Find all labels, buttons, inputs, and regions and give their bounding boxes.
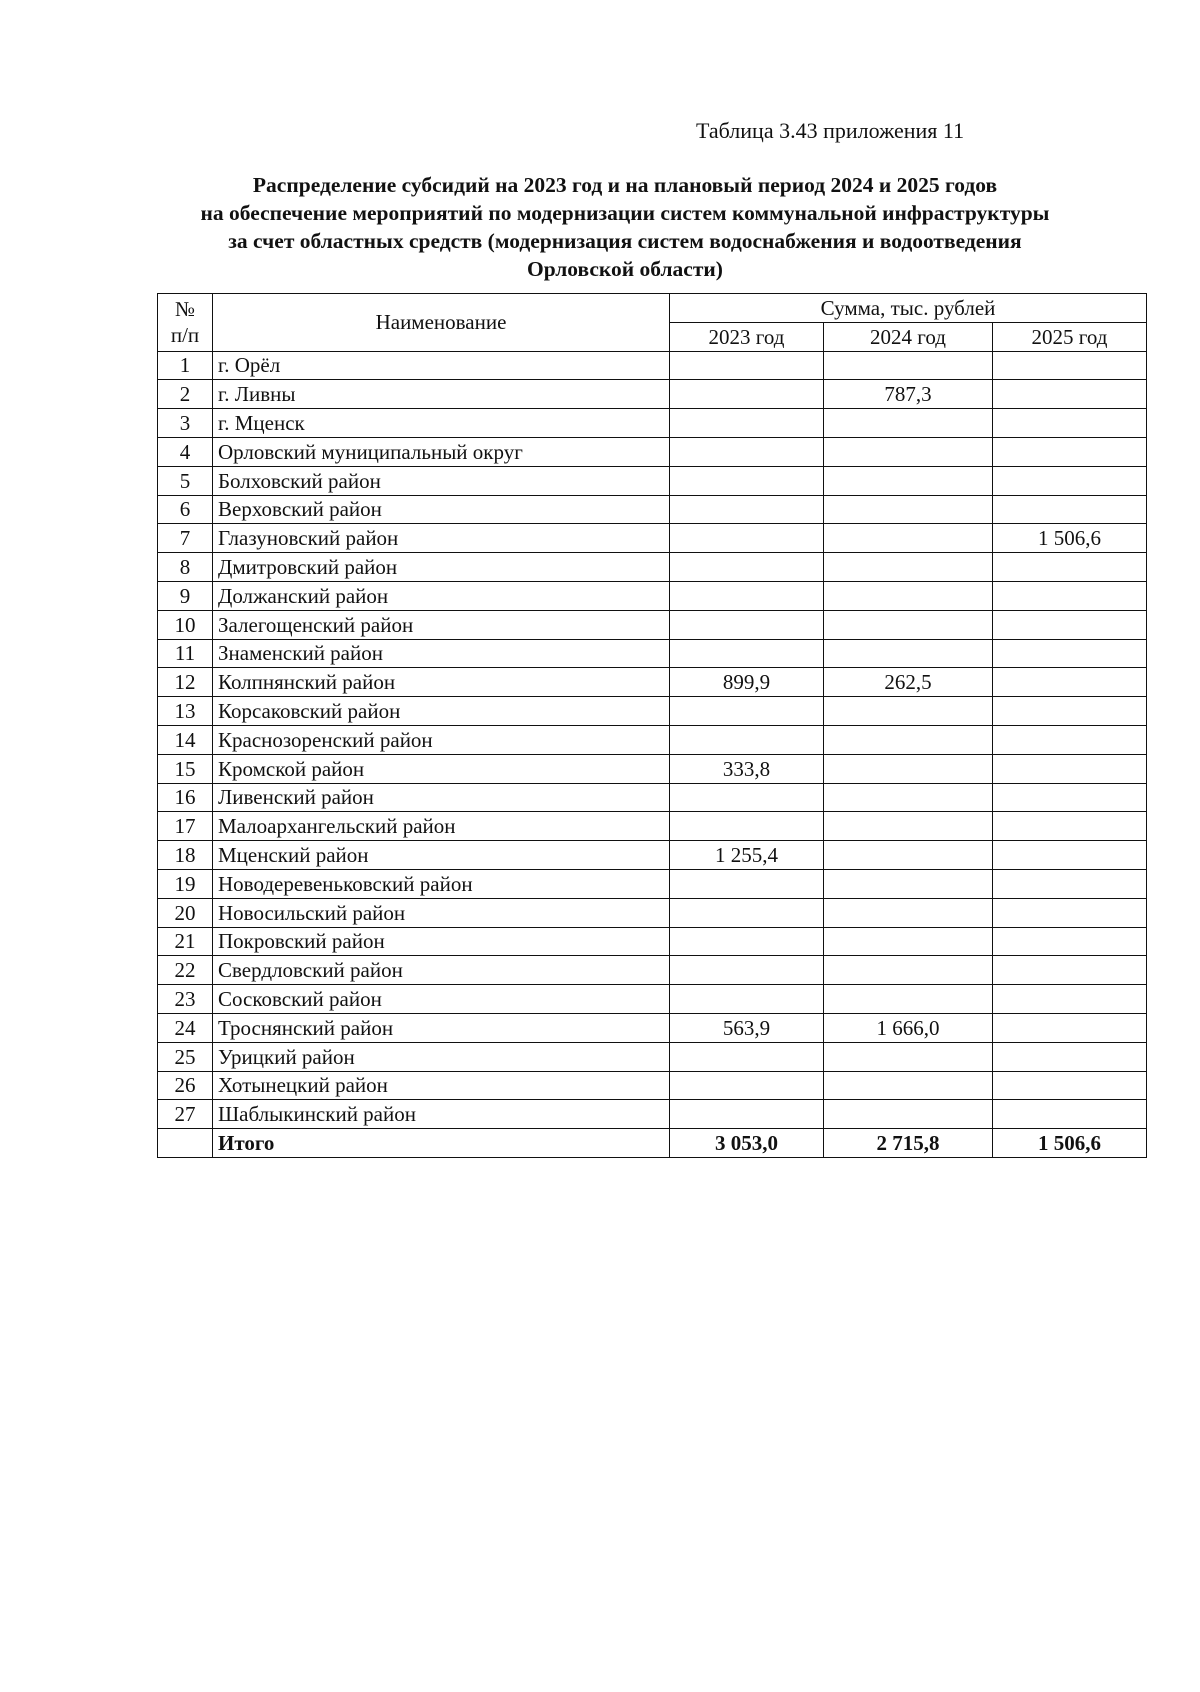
value-2023: [670, 1071, 824, 1100]
header-number: [158, 294, 213, 352]
value-2023: [670, 351, 824, 380]
value-2025: [993, 380, 1147, 409]
value-2024: [824, 437, 993, 466]
table-row: [158, 841, 1147, 870]
row-number: 6: [158, 495, 213, 524]
total-2025: 1 506,6: [993, 1129, 1147, 1158]
value-2025: [993, 697, 1147, 726]
value-2023: [670, 581, 824, 610]
value-2025: [993, 668, 1147, 697]
table-row: [158, 581, 1147, 610]
row-number: 25: [158, 1042, 213, 1071]
table-row: [158, 668, 1147, 697]
table-row: [158, 1042, 1147, 1071]
row-number: 10: [158, 610, 213, 639]
value-2025: [993, 812, 1147, 841]
value-2024: [824, 725, 993, 754]
table-body: [158, 351, 1147, 1157]
table-row: [158, 754, 1147, 783]
value-2023: 333,8: [670, 754, 824, 783]
value-2025: [993, 956, 1147, 985]
value-2023: 1 255,4: [670, 841, 824, 870]
value-2024: 262,5: [824, 668, 993, 697]
document-title: [150, 171, 1100, 283]
value-2025: [993, 898, 1147, 927]
row-name: Колпнянский район: [213, 668, 670, 697]
table-row: [158, 437, 1147, 466]
table-row: [158, 351, 1147, 380]
header-year-2023: 2023 год: [670, 322, 824, 351]
row-name: г. Ливны: [213, 380, 670, 409]
row-name: Свердловский район: [213, 956, 670, 985]
row-name: Ливенский район: [213, 783, 670, 812]
row-number: 14: [158, 725, 213, 754]
row-name: Троснянский район: [213, 1013, 670, 1042]
row-name: г. Орёл: [213, 351, 670, 380]
value-2025: [993, 869, 1147, 898]
row-name: Покровский район: [213, 927, 670, 956]
value-2025: [993, 495, 1147, 524]
value-2023: [670, 812, 824, 841]
value-2025: [993, 783, 1147, 812]
value-2025: [993, 409, 1147, 438]
row-name: Залегощенский район: [213, 610, 670, 639]
value-2025: [993, 639, 1147, 668]
value-2024: [824, 754, 993, 783]
row-number: 16: [158, 783, 213, 812]
total-2023: 3 053,0: [670, 1129, 824, 1158]
value-2024: [824, 1042, 993, 1071]
value-2024: [824, 985, 993, 1014]
table-row: [158, 553, 1147, 582]
value-2024: [824, 351, 993, 380]
row-number: 1: [158, 351, 213, 380]
value-2024: [824, 553, 993, 582]
row-name: Новодеревеньковский район: [213, 869, 670, 898]
value-2023: 563,9: [670, 1013, 824, 1042]
value-2024: [824, 869, 993, 898]
value-2025: [993, 1042, 1147, 1071]
total-number: [158, 1129, 213, 1158]
value-2024: [824, 841, 993, 870]
value-2024: [824, 581, 993, 610]
value-2025: [993, 437, 1147, 466]
row-number: 24: [158, 1013, 213, 1042]
table-row: [158, 725, 1147, 754]
total-2024: 2 715,8: [824, 1129, 993, 1158]
header-number-line2: п/п: [170, 323, 200, 348]
title-line: Распределение субсидий на 2023 год и на плановый период 2024 и 2025 годов: [252, 173, 998, 197]
value-2024: [824, 639, 993, 668]
header-year-2025: 2025 год: [993, 322, 1147, 351]
row-number: 23: [158, 985, 213, 1014]
table-row: [158, 697, 1147, 726]
row-name: Верховский район: [213, 495, 670, 524]
row-number: 8: [158, 553, 213, 582]
row-name: Шаблыкинский район: [213, 1100, 670, 1129]
table-row: [158, 466, 1147, 495]
value-2023: [670, 495, 824, 524]
value-2023: [670, 524, 824, 553]
value-2023: [670, 697, 824, 726]
row-number: 12: [158, 668, 213, 697]
value-2025: [993, 610, 1147, 639]
row-name: Знаменский район: [213, 639, 670, 668]
table-header: [158, 294, 1147, 352]
value-2024: [824, 927, 993, 956]
value-2025: [993, 1100, 1147, 1129]
value-2025: 1 506,6: [993, 524, 1147, 553]
table-row: [158, 1071, 1147, 1100]
value-2023: [670, 380, 824, 409]
row-name: Болховский район: [213, 466, 670, 495]
value-2023: [670, 437, 824, 466]
value-2023: [670, 1042, 824, 1071]
title-line: Орловской области): [527, 257, 723, 281]
header-name: Наименование: [213, 294, 670, 352]
table-row: [158, 409, 1147, 438]
row-number: 21: [158, 927, 213, 956]
total-label: Итого: [213, 1129, 670, 1158]
value-2023: [670, 409, 824, 438]
row-name: Должанский район: [213, 581, 670, 610]
value-2024: [824, 1100, 993, 1129]
row-name: Новосильский район: [213, 898, 670, 927]
value-2025: [993, 725, 1147, 754]
value-2023: [670, 639, 824, 668]
row-number: 7: [158, 524, 213, 553]
value-2023: [670, 869, 824, 898]
value-2024: [824, 956, 993, 985]
table-row: [158, 524, 1147, 553]
header-number-line1: №: [174, 297, 196, 322]
value-2025: [993, 1013, 1147, 1042]
row-number: 5: [158, 466, 213, 495]
row-name: Орловский муниципальный округ: [213, 437, 670, 466]
title-line: за счет областных средств (модернизация систем водоснабжения и водоотведения: [228, 229, 1022, 253]
table-row: [158, 927, 1147, 956]
table-row: [158, 495, 1147, 524]
row-name: Сосковский район: [213, 985, 670, 1014]
header-year-2024: 2024 год: [824, 322, 993, 351]
row-number: 13: [158, 697, 213, 726]
subsidies-table: [157, 293, 1147, 1158]
row-name: Глазуновский район: [213, 524, 670, 553]
value-2023: [670, 898, 824, 927]
value-2024: 1 666,0: [824, 1013, 993, 1042]
value-2025: [993, 553, 1147, 582]
value-2023: [670, 466, 824, 495]
value-2025: [993, 351, 1147, 380]
row-name: Кромской район: [213, 754, 670, 783]
value-2023: [670, 725, 824, 754]
row-number: 19: [158, 869, 213, 898]
table-row: [158, 1013, 1147, 1042]
row-name: Мценский район: [213, 841, 670, 870]
value-2024: 787,3: [824, 380, 993, 409]
value-2024: [824, 812, 993, 841]
value-2024: [824, 783, 993, 812]
header-sum: Сумма, тыс. рублей: [670, 294, 1147, 323]
value-2024: [824, 466, 993, 495]
table-row: [158, 639, 1147, 668]
value-2023: [670, 553, 824, 582]
value-2023: [670, 610, 824, 639]
value-2025: [993, 1071, 1147, 1100]
value-2024: [824, 1071, 993, 1100]
table-row: [158, 783, 1147, 812]
table-row: [158, 812, 1147, 841]
value-2023: [670, 1100, 824, 1129]
table-reference: Таблица 3.43 приложения 11: [696, 118, 965, 143]
row-number: 9: [158, 581, 213, 610]
value-2023: [670, 927, 824, 956]
row-number: 17: [158, 812, 213, 841]
table-row: [158, 869, 1147, 898]
row-name: Малоархангельский район: [213, 812, 670, 841]
row-number: 18: [158, 841, 213, 870]
value-2025: [993, 927, 1147, 956]
value-2024: [824, 409, 993, 438]
row-number: 27: [158, 1100, 213, 1129]
row-name: г. Мценск: [213, 409, 670, 438]
table-row: [158, 956, 1147, 985]
row-number: 26: [158, 1071, 213, 1100]
value-2023: [670, 783, 824, 812]
row-number: 20: [158, 898, 213, 927]
row-number: 3: [158, 409, 213, 438]
value-2025: [993, 841, 1147, 870]
value-2025: [993, 754, 1147, 783]
value-2024: [824, 524, 993, 553]
table-row: [158, 985, 1147, 1014]
row-number: 22: [158, 956, 213, 985]
table-row: [158, 380, 1147, 409]
value-2023: 899,9: [670, 668, 824, 697]
value-2025: [993, 985, 1147, 1014]
row-name: Корсаковский район: [213, 697, 670, 726]
row-number: 4: [158, 437, 213, 466]
value-2024: [824, 898, 993, 927]
table-row: [158, 898, 1147, 927]
table-row: [158, 1100, 1147, 1129]
value-2023: [670, 985, 824, 1014]
row-name: Дмитровский район: [213, 553, 670, 582]
row-number: 2: [158, 380, 213, 409]
row-number: 15: [158, 754, 213, 783]
value-2025: [993, 466, 1147, 495]
row-number: 11: [158, 639, 213, 668]
value-2025: [993, 581, 1147, 610]
row-name: Урицкий район: [213, 1042, 670, 1071]
value-2024: [824, 697, 993, 726]
title-line: на обеспечение мероприятий по модернизации систем коммунальной инфраструктуры: [200, 201, 1050, 225]
value-2024: [824, 610, 993, 639]
value-2024: [824, 495, 993, 524]
total-row: [158, 1129, 1147, 1158]
value-2023: [670, 956, 824, 985]
row-name: Краснозоренский район: [213, 725, 670, 754]
row-name: Хотынецкий район: [213, 1071, 670, 1100]
table-row: [158, 610, 1147, 639]
